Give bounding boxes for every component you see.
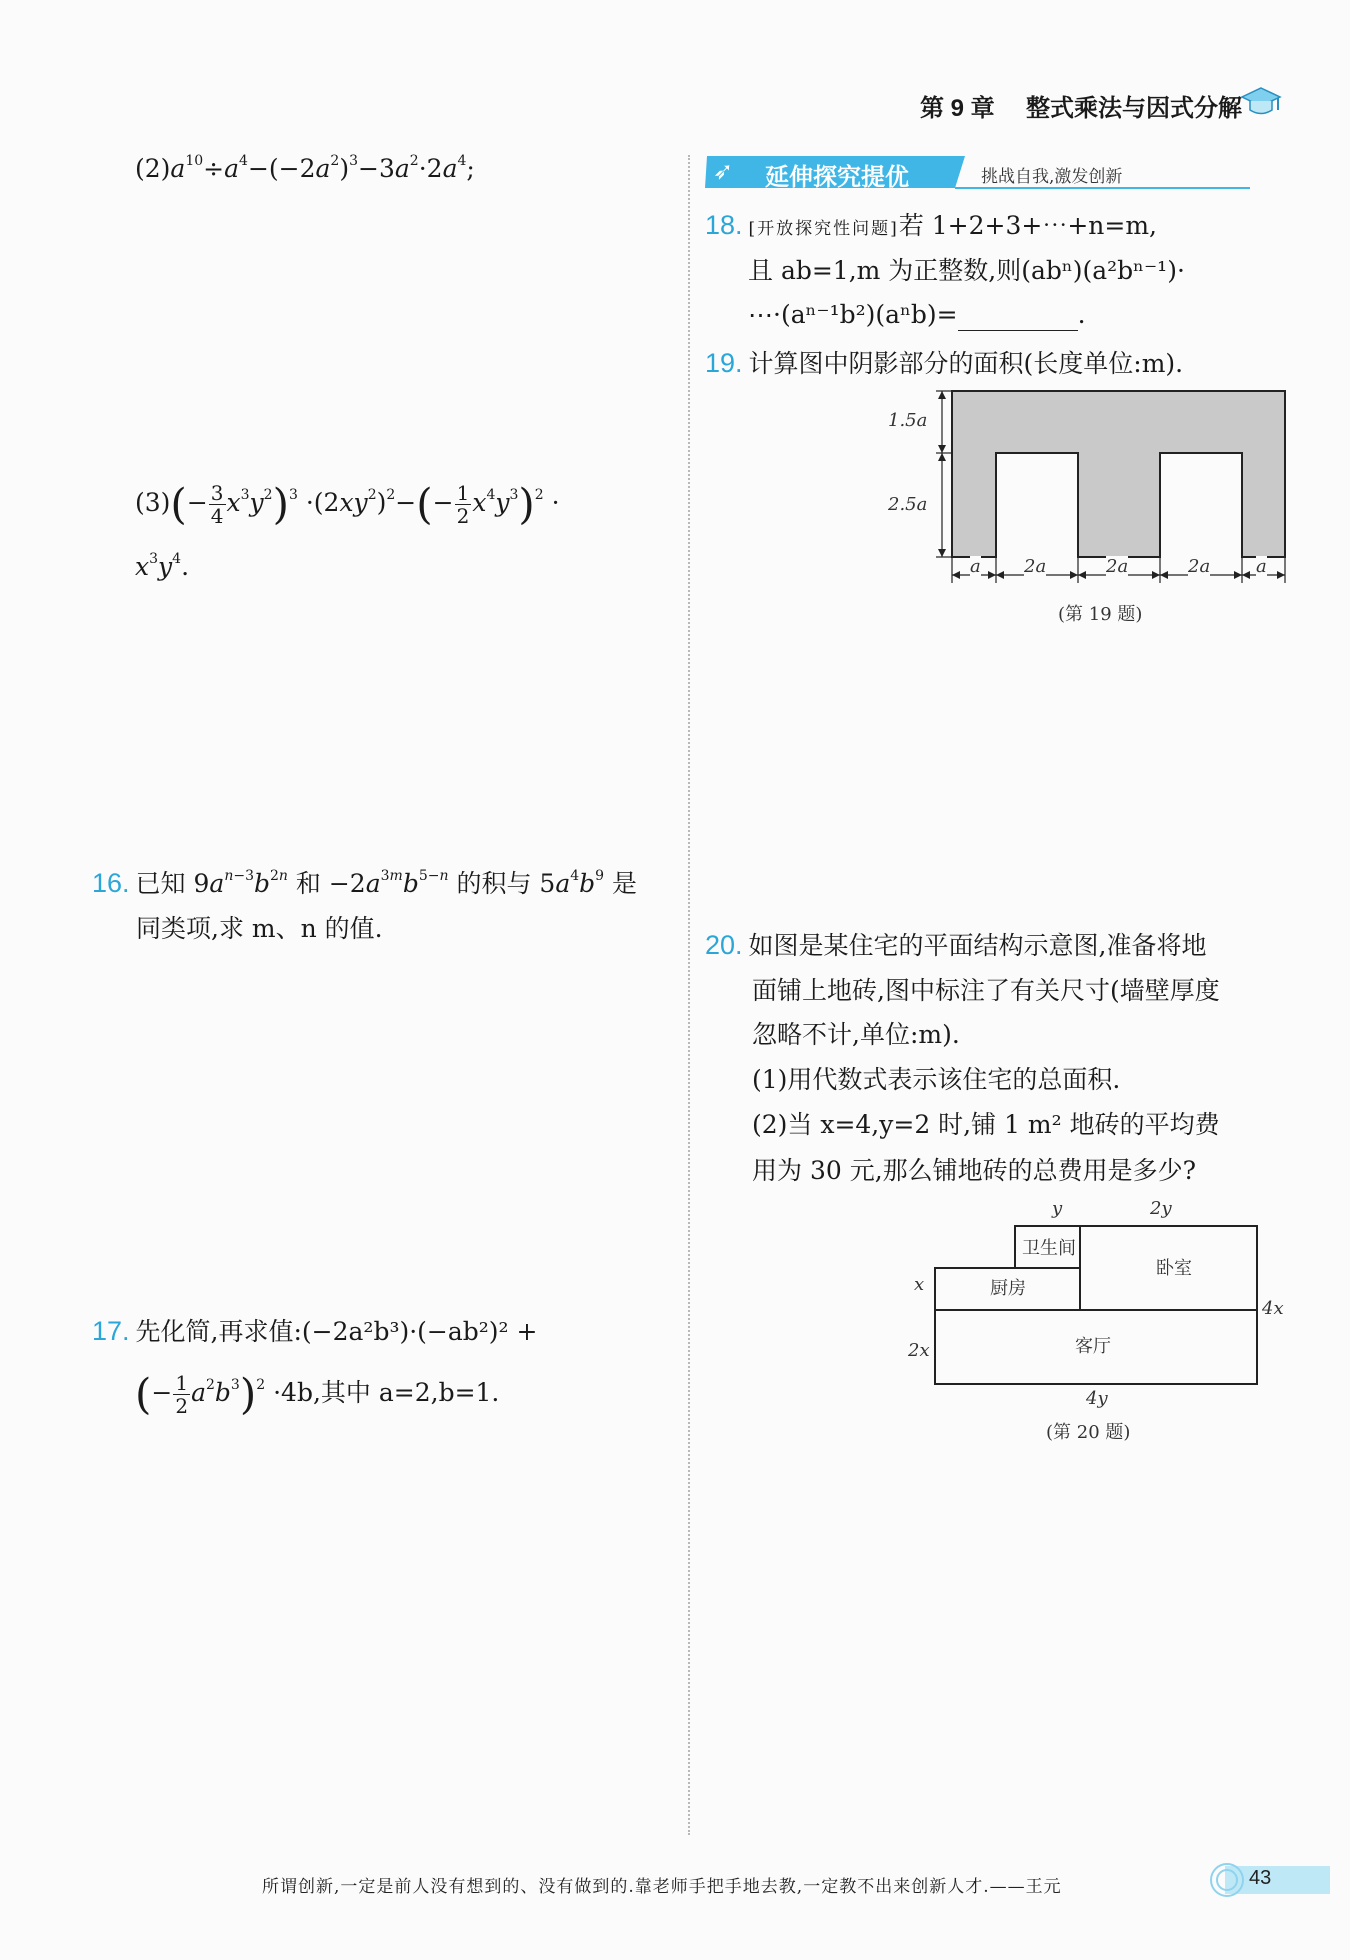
figure-19-shaded-region bbox=[880, 385, 1300, 625]
problem-15-part-2: $(2)a^{10}\div a^4-(-2a^2)^3-3a^2\cdot 2a^4$; bbox=[135, 153, 475, 183]
column-divider bbox=[688, 155, 690, 1835]
problem-18: 18. [开放探究性问题]若 1+2+3+⋯+n=m, bbox=[705, 210, 1157, 240]
fig20-bedroom: 卧室 bbox=[1156, 1258, 1192, 1279]
page-number: 43 bbox=[1249, 1867, 1272, 1889]
problem-16-line2: 同类项,求 m、n 的值. bbox=[136, 914, 383, 943]
chapter-number: 第 9 章 bbox=[920, 95, 995, 122]
fig20-label-4y: 4y bbox=[1086, 1388, 1108, 1409]
graduation-cap-icon bbox=[1240, 86, 1282, 124]
rocket-icon: ➶ bbox=[713, 157, 734, 185]
problem-17: 17. 先化简,再求值:(−2a²b³)·(−ab²)² + bbox=[92, 1316, 538, 1346]
section-banner bbox=[705, 152, 1250, 192]
problem-18-line2: 且 ab=1,m 为正整数,则(abⁿ)(a²bⁿ⁻¹)· bbox=[748, 256, 1185, 285]
banner-subtitle: 挑战自我,激发创新 bbox=[981, 167, 1123, 187]
problem-18-number: 18. bbox=[705, 210, 743, 240]
answer-blank[interactable] bbox=[958, 302, 1078, 331]
problem-20-part2: (2)当 x=4,y=2 时,铺 1 m² 地砖的平均费 bbox=[752, 1110, 1220, 1139]
fig19-label-h2: 2.5a bbox=[888, 494, 928, 515]
footer-quote: 所谓创新,一定是前人没有想到的、没有做到的.靠老师手把手地去教,一定教不出来创新人才.——王元 bbox=[262, 1877, 1062, 1897]
fig20-label-4x: 4x bbox=[1262, 1298, 1284, 1319]
problem-20-part1: (1)用代数式表示该住宅的总面积. bbox=[752, 1065, 1121, 1094]
fig19-caption: (第 19 题) bbox=[1058, 604, 1143, 625]
problem-15-part-3: (3)(− $\frac{3}{4}$ $x^3y^2)^3 \cdot(2xy^2)^2-(-$ $\frac{1}{2}$ $x^4y^3)^2$ · bbox=[135, 479, 560, 529]
problem-19: 19. 计算图中阴影部分的面积(长度单位:m). bbox=[705, 348, 1184, 378]
problem-20-line3: 忽略不计,单位:m). bbox=[752, 1020, 960, 1049]
chapter-header bbox=[920, 88, 1242, 123]
banner-title: 延伸探究提优 bbox=[765, 163, 909, 191]
fig19-label-h1: 1.5a bbox=[888, 410, 928, 431]
problem-18-line3: ⋯·(aⁿ⁻¹b²)(aⁿb)= . bbox=[748, 300, 1086, 329]
fig19-label-w4: 2a bbox=[1188, 556, 1211, 577]
problem-20-part2-cont: 用为 30 元,那么铺地砖的总费用是多少? bbox=[752, 1156, 1197, 1185]
page-number-tab bbox=[1205, 1860, 1330, 1898]
fig20-label-2x: 2x bbox=[908, 1340, 930, 1361]
problem-20-line2: 面铺上地砖,图中标注了有关尺寸(墙壁厚度 bbox=[752, 976, 1220, 1005]
fig20-caption: (第 20 题) bbox=[1046, 1422, 1131, 1443]
problem-19-number: 19. bbox=[705, 348, 743, 378]
problem-16-number: 16. bbox=[92, 868, 130, 898]
problem-16: 16. 已知 $9a^{n-3}b^{2n}$ 和 $-2a^{3m}b^{5-n}$ 的积与 $5a^4b^9$ 是 bbox=[92, 868, 638, 898]
problem-17-line2: (− $\frac{1}{2}$ $a^2b^3)^2 \cdot 4b$,其中 a=2,b=1. bbox=[135, 1369, 500, 1419]
problem-15-part-3-cont: $x^3y^4$. bbox=[135, 551, 190, 581]
problem-17-number: 17. bbox=[92, 1316, 130, 1346]
fig19-label-w3: 2a bbox=[1106, 556, 1129, 577]
fig20-label-2y: 2y bbox=[1150, 1198, 1172, 1219]
figure-20-floor-plan bbox=[930, 1220, 1260, 1390]
fig19-label-w1: a bbox=[970, 556, 981, 577]
fig20-bathroom: 卫生间 bbox=[1022, 1238, 1076, 1259]
problem-20-number: 20. bbox=[705, 930, 743, 960]
fig19-label-w5: a bbox=[1256, 556, 1267, 577]
fig20-kitchen: 厨房 bbox=[990, 1278, 1026, 1299]
fig20-label-x: x bbox=[914, 1274, 925, 1295]
chapter-title: 整式乘法与因式分解 bbox=[1026, 95, 1243, 122]
problem-20: 20. 如图是某住宅的平面结构示意图,准备将地 bbox=[705, 930, 1207, 960]
fig20-living-room: 客厅 bbox=[1075, 1336, 1111, 1357]
fig20-label-y: y bbox=[1052, 1198, 1063, 1219]
fig19-label-w2: 2a bbox=[1024, 556, 1047, 577]
